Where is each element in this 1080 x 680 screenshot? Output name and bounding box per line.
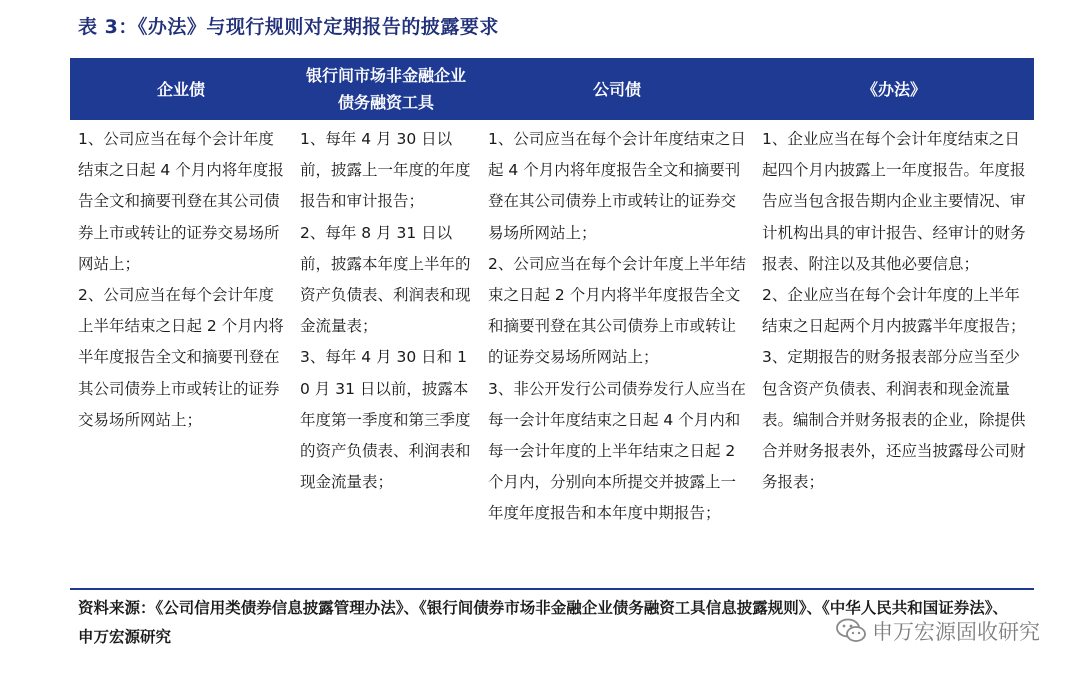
header-interbank-text: 银行间市场非金融企业债务融资工具	[305, 66, 466, 112]
cell-interbank-debt-instrument: 1、每年 4 月 30 日以前，披露上一年度的年度报告和审计报告； 2、每年 8 月 31 日以前，披露本年度上半年的资产负债表、利润表和现金流量表； 3、每年 4 月 30 日和 10 月 31 日以前，披露本年度第一季度和第三季度的资产负债表、利润表和现金流量表；	[300, 130, 471, 492]
cell-measures: 1、企业应当在每个会计年度结束之日起四个月内披露上一年度报告。年度报告应当包含报告期内企业主要情况、审计机构出具的审计报告、经审计的财务报表、附注以及其他必要信息； 2、企业应当在每个会计年度的上半年结束之日起两个月内披露半年度报告； 3、定期报告的财务报表部分应当至少包含资产负债表、利润表和现金流量表。编制合并财务报表的企业，除提供合并财务报表外，还应当披露母公司财务报表；	[762, 130, 1026, 492]
table-row	[70, 120, 1034, 649]
header-enterprise-bond: 企业债	[70, 58, 292, 120]
header-corporate-bond: 公司债	[480, 58, 754, 120]
bottom-rule	[70, 588, 1034, 590]
table-title: 表 3：《办法》与现行规则对定期报告的披露要求	[78, 16, 499, 38]
watermark-text: 申万宏源固收研究	[872, 620, 1040, 644]
header-measures: 《办法》	[754, 58, 1034, 120]
table-header-row	[70, 58, 1034, 120]
cell-corporate-bond: 1、公司应当在每个会计年度结束之日起 4 个月内将年度报告全文和摘要刊登在其公司债券上市或转让的证券交易场所网站上； 2、公司应当在每个会计年度上半年结束之日起 2 个月内将半年度报告全文和摘要刊登在其公司债券上市或转让的证券交易场所网站上； 3、非公开发行公司债券发行人应当在每一会计年度结束之日起 4 个月内和每一会计年度的上半年结束之日起 2 个月内，分别向本所提交并披露上一年度年度报告和本年度中期报告；	[488, 130, 746, 523]
source-note: 资料来源：《公司信用类债券信息披露管理办法》、《银行间债券市场非金融企业债务融资工具信息披露规则》、《中华人民共和国证券法》、申万宏源研究	[78, 599, 1009, 646]
cell-enterprise-bond: 1、公司应当在每个会计年度结束之日起 4 个月内将年度报告全文和摘要刊登在其公司债券上市或转让的证券交易场所网站上； 2、公司应当在每个会计年度上半年结束之日起 2 个月内将半年度报告全文和摘要刊登在其公司债券上市或转让的证券交易场所网站上；	[78, 130, 284, 429]
header-interbank-debt-instrument	[292, 58, 480, 120]
wechat-icon	[836, 618, 866, 644]
disclosure-table	[70, 58, 1034, 649]
wechat-watermark	[836, 616, 1040, 646]
